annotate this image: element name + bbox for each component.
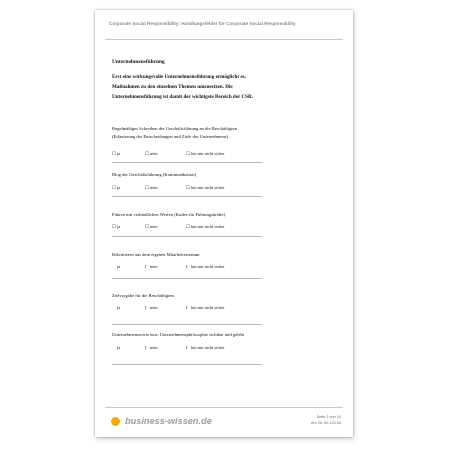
question-text: Rekrutieren aus dem eigenen Mitarbeiterstamm bbox=[112, 252, 200, 257]
option-unsure[interactable]: ☐ bin mir nicht sicher bbox=[186, 185, 225, 190]
section-intro bbox=[112, 72, 322, 102]
option-no[interactable]: I nein bbox=[145, 345, 158, 350]
section-title: Unternehmensführung bbox=[112, 59, 165, 65]
question-4 bbox=[112, 251, 327, 259]
question-divider bbox=[112, 278, 262, 279]
question-text: Unternehmenswerte bzw. Unternehmensphilosophie sichtbar und gelebt bbox=[112, 332, 245, 337]
option-unsure[interactable]: ☐ bin mir nicht sicher bbox=[186, 151, 225, 156]
checkbox-icon: I bbox=[186, 305, 188, 310]
question-text: (Erläuterung der Entscheidungen und Ziele des Unternehmens) bbox=[112, 134, 229, 139]
document-page bbox=[95, 10, 353, 437]
brand-name: business-wissen.de bbox=[125, 416, 212, 426]
question-3 bbox=[112, 211, 327, 219]
option-yes[interactable]: ja bbox=[117, 264, 121, 269]
option-unsure[interactable]: I bin mir nicht sicher bbox=[186, 345, 225, 350]
question-text: Blog der Geschäftsführung (Kommunikation) bbox=[112, 172, 197, 177]
question-divider bbox=[112, 162, 262, 163]
brand-logo bbox=[111, 414, 212, 428]
intro-line: Erst eine wirkungsvolle Unternehmensführung ermöglicht es, bbox=[112, 74, 246, 80]
option-no[interactable]: I nein bbox=[145, 264, 158, 269]
checkbox-icon: I bbox=[145, 305, 147, 310]
question-text: Regelmäßiges Schreiben der Geschäftsführung an die Beschäftigten bbox=[112, 126, 238, 131]
option-yes[interactable]: ja bbox=[117, 305, 121, 310]
checkbox-icon: I bbox=[145, 264, 147, 269]
question-5 bbox=[112, 292, 327, 300]
checkbox-icon: ☐ bbox=[186, 224, 190, 229]
article-number: Art.-Nr. 00.120.04 bbox=[311, 421, 341, 425]
question-6 bbox=[112, 331, 327, 339]
header-divider bbox=[105, 39, 343, 40]
question-1 bbox=[112, 125, 327, 141]
option-unsure[interactable]: ☐ bin mir nicht sicher bbox=[186, 224, 225, 229]
option-unsure[interactable]: I bin mir nicht sicher bbox=[186, 305, 225, 310]
question-divider bbox=[112, 236, 262, 237]
question-divider bbox=[112, 196, 262, 197]
question-2 bbox=[112, 171, 327, 179]
checkbox-icon: ☐ bbox=[145, 224, 149, 229]
question-divider bbox=[112, 364, 262, 365]
logo-dot-icon bbox=[111, 417, 120, 426]
checkbox-icon: I bbox=[145, 345, 147, 350]
option-no[interactable]: I nein bbox=[145, 305, 158, 310]
question-text: Führen mit verbindlichen Werten (Kodex für Führungskräfte) bbox=[112, 212, 226, 217]
checkbox-icon: ☐ bbox=[145, 151, 149, 156]
option-no[interactable]: ☐ nein bbox=[145, 151, 158, 156]
question-text: Zielvorgabe für die Beschäftigten bbox=[112, 293, 174, 298]
checkbox-icon: ☐ bbox=[186, 185, 190, 190]
option-yes[interactable]: ☐ ja bbox=[112, 185, 121, 190]
intro-line: Maßnahmen zu den einzelnen Themen umzusetzen. Die bbox=[112, 84, 233, 90]
checkbox-icon: ☐ bbox=[112, 151, 116, 156]
checkbox-icon: I bbox=[186, 264, 188, 269]
question-divider bbox=[112, 324, 262, 325]
checkbox-icon: ☐ bbox=[186, 151, 190, 156]
checkbox-icon: I bbox=[186, 345, 188, 350]
option-yes[interactable]: ☐ ja bbox=[112, 224, 121, 229]
page-header: Corporate Social Responsibility: Handlungsfelder für Corporate Social Responsibility bbox=[109, 21, 296, 26]
checkbox-icon: ☐ bbox=[112, 185, 116, 190]
page-number: Seite 2 von 10 bbox=[316, 415, 341, 419]
intro-line: Unternehmensführung ist damit der wichtigste Bereich der CSR. bbox=[112, 94, 253, 100]
option-no[interactable]: ☐ nein bbox=[145, 185, 158, 190]
option-no[interactable]: ☐ nein bbox=[145, 224, 158, 229]
page-info bbox=[311, 414, 341, 426]
checkbox-icon: ☐ bbox=[112, 224, 116, 229]
checkbox-icon: ☐ bbox=[145, 185, 149, 190]
option-yes[interactable]: ja bbox=[117, 345, 121, 350]
option-yes[interactable]: ☐ ja bbox=[112, 151, 121, 156]
option-unsure[interactable]: I bin mir nicht sicher bbox=[186, 264, 225, 269]
footer-divider bbox=[105, 407, 343, 408]
